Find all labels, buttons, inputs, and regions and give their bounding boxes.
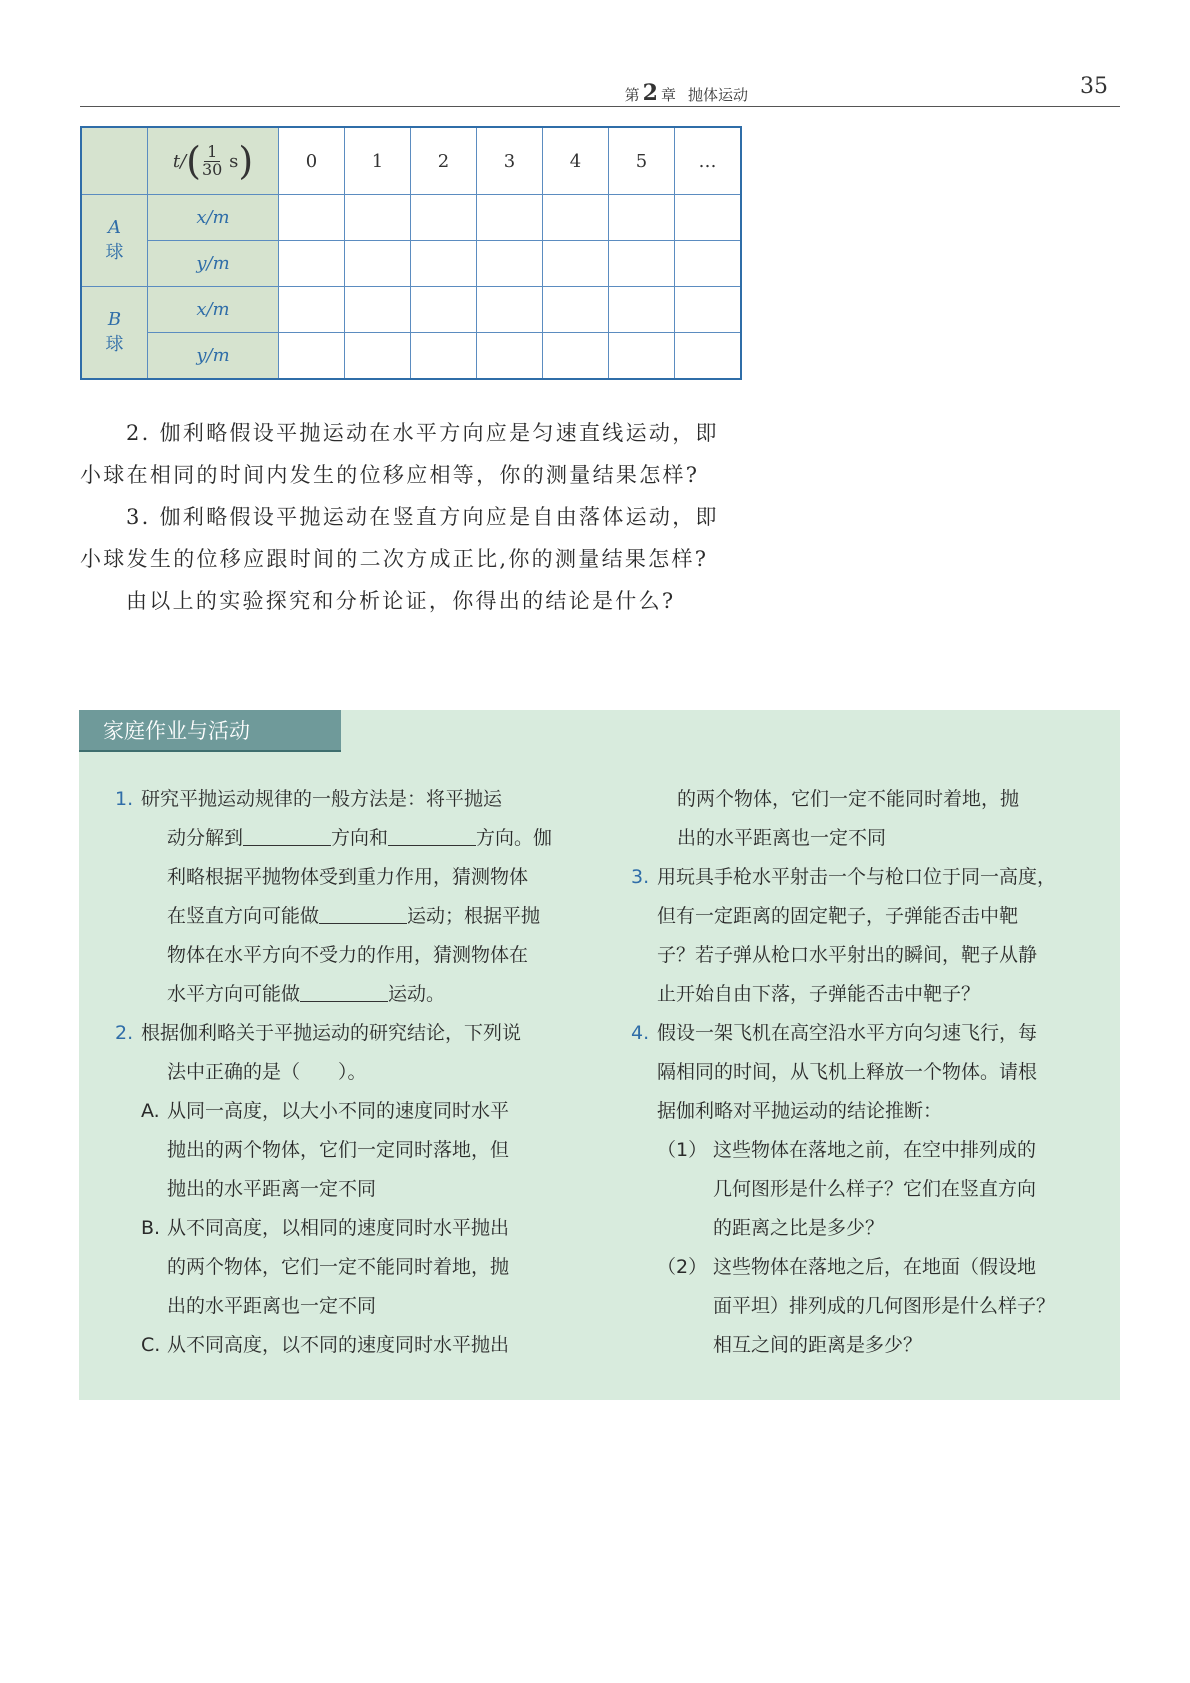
data-cell[interactable]: [609, 241, 675, 287]
homework-right-column: [625, 780, 1120, 1365]
chapter-title: 抛体运动: [687, 86, 748, 104]
time-cell: 5: [609, 127, 675, 195]
option-b[interactable]: B. 从不同高度，以相同的速度同时水平抛出 的两个物体，它们一定不能同时着地，抛 出的水平距离也一定不同: [141, 1217, 510, 1317]
data-cell[interactable]: [345, 287, 411, 333]
sub-question-2: （2） 这些物体在落地之后，在地面（假设地 面平坦）排列成的几何图形是什么样子？ 相互之间的距离是多少？: [657, 1256, 1056, 1356]
answer-blank[interactable]: [300, 981, 388, 1002]
time-cell: 1: [345, 127, 411, 195]
data-cell[interactable]: [543, 241, 609, 287]
data-cell[interactable]: [543, 195, 609, 241]
time-label: t / ( 1 30 s ): [172, 139, 254, 183]
time-cell: 2: [411, 127, 477, 195]
data-cell[interactable]: [543, 333, 609, 380]
data-cell[interactable]: [477, 287, 543, 333]
chapter-suffix: 章: [660, 86, 676, 104]
data-cell[interactable]: [345, 333, 411, 380]
conclusion-question: 由以上的实验探究和分析论证，你得出的结论是什么?: [126, 589, 676, 613]
data-cell[interactable]: [675, 241, 742, 287]
sub-question-1: （1） 这些物体在落地之前，在空中排列成的 几何图形是什么样子？它们在竖直方向 的距离之比是多少？: [657, 1139, 1037, 1239]
y-label: y/m: [148, 333, 279, 380]
answer-blank[interactable]: [319, 903, 407, 924]
table-row: [81, 241, 741, 287]
option-c-continued: 的两个物体，它们一定不能同时着地，抛 出的水平距离也一定不同: [677, 788, 1020, 849]
x-label: x/m: [148, 195, 279, 241]
x-label: x/m: [148, 287, 279, 333]
data-cell[interactable]: [411, 287, 477, 333]
homework-title: 家庭作业与活动: [79, 710, 341, 752]
data-cell[interactable]: [675, 333, 742, 380]
data-cell[interactable]: [675, 287, 742, 333]
y-label: y/m: [148, 241, 279, 287]
data-cell[interactable]: [609, 195, 675, 241]
ball-a-label: A 球: [81, 195, 148, 287]
page-header: [80, 72, 1120, 107]
table-header-row: [81, 127, 741, 195]
chapter-prefix: 第: [624, 86, 640, 104]
homework-item-3: 3. 用玩具手枪水平射击一个与枪口位于同一高度， 但有一定距离的固定靶子，子弹能否击中靶 子？若子弹从枪口水平射出的瞬间，靶子从静 止开始自由下落，子弹能否击中靶子？: [631, 866, 1057, 1005]
answer-blank[interactable]: [243, 825, 331, 846]
data-cell[interactable]: [279, 195, 345, 241]
chapter-heading: [625, 80, 748, 106]
data-cell[interactable]: [543, 287, 609, 333]
time-fraction: 1 30: [201, 141, 223, 179]
data-cell[interactable]: [609, 333, 675, 380]
question-2: 2. 伽利略假设平抛运动在水平方向应是匀速直线运动，即 小球在相同的时间内发生的位移应相等，你的测量结果怎样?: [80, 421, 719, 487]
data-cell[interactable]: [675, 195, 742, 241]
data-cell[interactable]: [609, 287, 675, 333]
data-cell[interactable]: [279, 287, 345, 333]
data-cell[interactable]: [411, 195, 477, 241]
time-cell: 4: [543, 127, 609, 195]
homework-item-4: 4. 假设一架飞机在高空沿水平方向匀速飞行，每 隔相同的时间，从飞机上释放一个物体。请根 据伽利略对平抛运动的结论推断：: [631, 1022, 1038, 1122]
homework-left-column: [79, 780, 599, 1365]
time-cell: 3: [477, 127, 543, 195]
answer-blank[interactable]: [388, 825, 476, 846]
time-cell: 0: [279, 127, 345, 195]
homework-item-1: 1. 研究平抛运动规律的一般方法是：将平抛运 动分解到 方向和 方向。伽 利略根据平抛物体受到重力作用，猜测物体 在竖直方向可能做 运动；根据平抛 物体在水平方向不受力的作用，猜测物体在 水平方向可能做 运动。: [115, 788, 553, 1005]
data-cell[interactable]: [411, 333, 477, 380]
time-label-cell: [148, 127, 279, 195]
table-row: [81, 195, 741, 241]
option-c[interactable]: C. 从不同高度，以不同的速度同时水平抛出: [141, 1334, 510, 1356]
option-a[interactable]: A. 从同一高度，以大小不同的速度同时水平 抛出的两个物体，它们一定同时落地，但 抛出的水平距离一定不同: [141, 1100, 510, 1200]
chapter-number: 2: [642, 80, 658, 106]
measurement-table: [80, 126, 742, 380]
question-3: 3. 伽利略假设平抛运动在竖直方向应是自由落体运动，即 小球发生的位移应跟时间的二次方成正比,你的测量结果怎样?: [80, 505, 719, 571]
table-row: [81, 287, 741, 333]
data-cell[interactable]: [477, 195, 543, 241]
data-cell[interactable]: [345, 195, 411, 241]
data-cell[interactable]: [279, 241, 345, 287]
data-cell[interactable]: [477, 333, 543, 380]
data-cell[interactable]: [345, 241, 411, 287]
data-cell[interactable]: [477, 241, 543, 287]
page-number: 35: [1080, 74, 1108, 99]
data-cell[interactable]: [279, 333, 345, 380]
table-row: [81, 333, 741, 380]
time-cell: …: [675, 127, 742, 195]
homework-item-2: 2. 根据伽利略关于平抛运动的研究结论，下列说 法中正确的是（ ）。: [115, 1022, 522, 1083]
ball-b-label: B 球: [81, 287, 148, 380]
data-cell[interactable]: [411, 241, 477, 287]
corner-cell: [81, 127, 148, 195]
